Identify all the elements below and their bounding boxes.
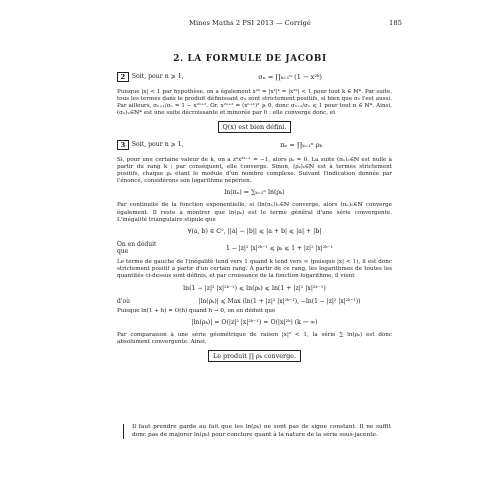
equation-row [117,241,392,256]
remark-note: Il faut prendre garde au fait que les ln(ρₖ) ne sont pas de signe constant. Il ne suffit donc pas de majorer ln(ρₖ) pour conclure quant à la nature de la série sous-jacente. [123,424,391,439]
question-2 [117,69,392,133]
definition-formula: σₙ = ∏ₖ₌₁ⁿ (1 − x²ᵏ) [258,72,322,81]
display-equation: |ln(ρₖ)| = O(|z|² |x|²ᵏ⁻¹) = O(|x|²ᵏ) (k → ∞) [191,319,318,327]
question-number-badge: 2 [117,72,129,82]
display-equation: ln(1 − |z|² |x|²ᵏ⁻¹) ⩽ ln(ρₖ) ⩽ ln(1 + |z|² |x|²ᵏ⁻¹) [183,284,326,292]
question-3-header [117,137,392,153]
paragraph: Par continuité de la fonction exponentielle, si (ln(πₙ))ₙ∈ℕ converge, alors (πₙ)ₙ∈ℕ converge également. Il reste à montrer que ln(ρₖ) est le terme général d'une série convergente. L'inégalité triangulaire stipule que [117,202,392,223]
display-equation: ln(πₙ) = ∑ₖ₌₁ⁿ ln(ρₖ) [224,189,285,197]
paragraph: Le terme de gauche de l'inégalité tend vers 1 quand k tend vers ∞ (puisque |x| < 1), il est donc strictement positif à partir d'un certain rang. À partir de ce rang, les logarithmes de toutes les quantités ci-dessus sont définis, et par croissance de la fonction logarithme, il vient [117,259,392,280]
section-title: 2. LA FORMULE DE JACOBI [173,54,327,64]
paragraph: Puisque |x| < 1 par hypothèse, on a également x²ᵏ = |x²|ᵏ = |x²ᵏ| < 1 pour tout k ∈ ℕ*. Par suite, tous les termes dans le produit définissant σₙ sont strictement positifs, si bien que σₙ l'est aussi. Par ailleurs, σₙ₊₁/σₙ = 1 − x²ⁿ⁺². Or, x²ⁿ⁺² = (xⁿ⁺¹)² ⩾ 0, donc σₙ₊₁/σₙ ⩽ 1 pour tout n ∈ ℕ*. Ainsi, (σₙ)ₙ∈ℕ* est une suite décroissante et minorée par 0 : elle converge donc, et [117,89,392,117]
row-label: On en déduit que [117,240,157,256]
page-header [98,19,402,29]
paragraph: Puisque ln(1 + h) = O(h) quand h → 0, on en déduit que [117,308,276,315]
display-equation: ∀(a, b) ∈ ℂ², ||a| − |b|| ⩽ |a + b| ⩽ |a| + |b| [187,227,322,235]
row-expression: |ln(ρₖ)| ⩽ Max (ln(1 + |z|² |x|²ᵏ⁻¹), −ln(1 − |z|² |x|²ᵏ⁻¹)) [198,297,361,305]
main-content [117,69,392,366]
question-2-header [117,69,392,85]
question-lead: Soit, pour n ⩾ 1, [131,73,184,81]
page-number: 185 [389,19,402,27]
boxed-result: Q(x) est bien défini. [218,121,292,133]
conclusion [117,121,392,133]
question-lead: Soit, pour n ⩾ 1, [131,140,184,148]
definition-formula: πₙ = ∏ₖ₌₁ⁿ ρₖ [280,140,322,149]
equation-row [117,298,392,306]
boxed-result: Le produit ∏ ρₖ converge. [208,350,301,362]
question-3 [117,137,392,362]
question-number-badge: 3 [117,140,129,150]
paragraph: Par comparaison à une série géométrique de raison |x|² < 1, la série ∑ ln(ρₖ) est donc absolument convergente. Ainsi, [117,332,392,346]
conclusion [117,350,392,362]
row-expression: 1 − |z|² |x|²ᵏ⁻¹ ⩽ ρₖ ⩽ 1 + |z|² |x|²ᵏ⁻¹ [226,244,333,252]
running-title: Mines Maths 2 PSI 2013 — Corrigé [189,19,311,27]
paragraph: Si, pour une certaine valeur de k, on a z²x²ᵏ⁻¹ = −1, alors ρₖ = 0. La suite (πₙ)ₙ∈ℕ est nulle à partir du rang k ; par conséquent, elle converge. Sinon, (ρₖ)ₖ∈ℕ est à termes strictement positifs, chaque ρₖ étant le module d'un nombre complexe. Suivant l'indication donnée par l'énoncé, considérons son logarithme népérien. [117,156,392,185]
row-label: d'où [117,297,130,305]
